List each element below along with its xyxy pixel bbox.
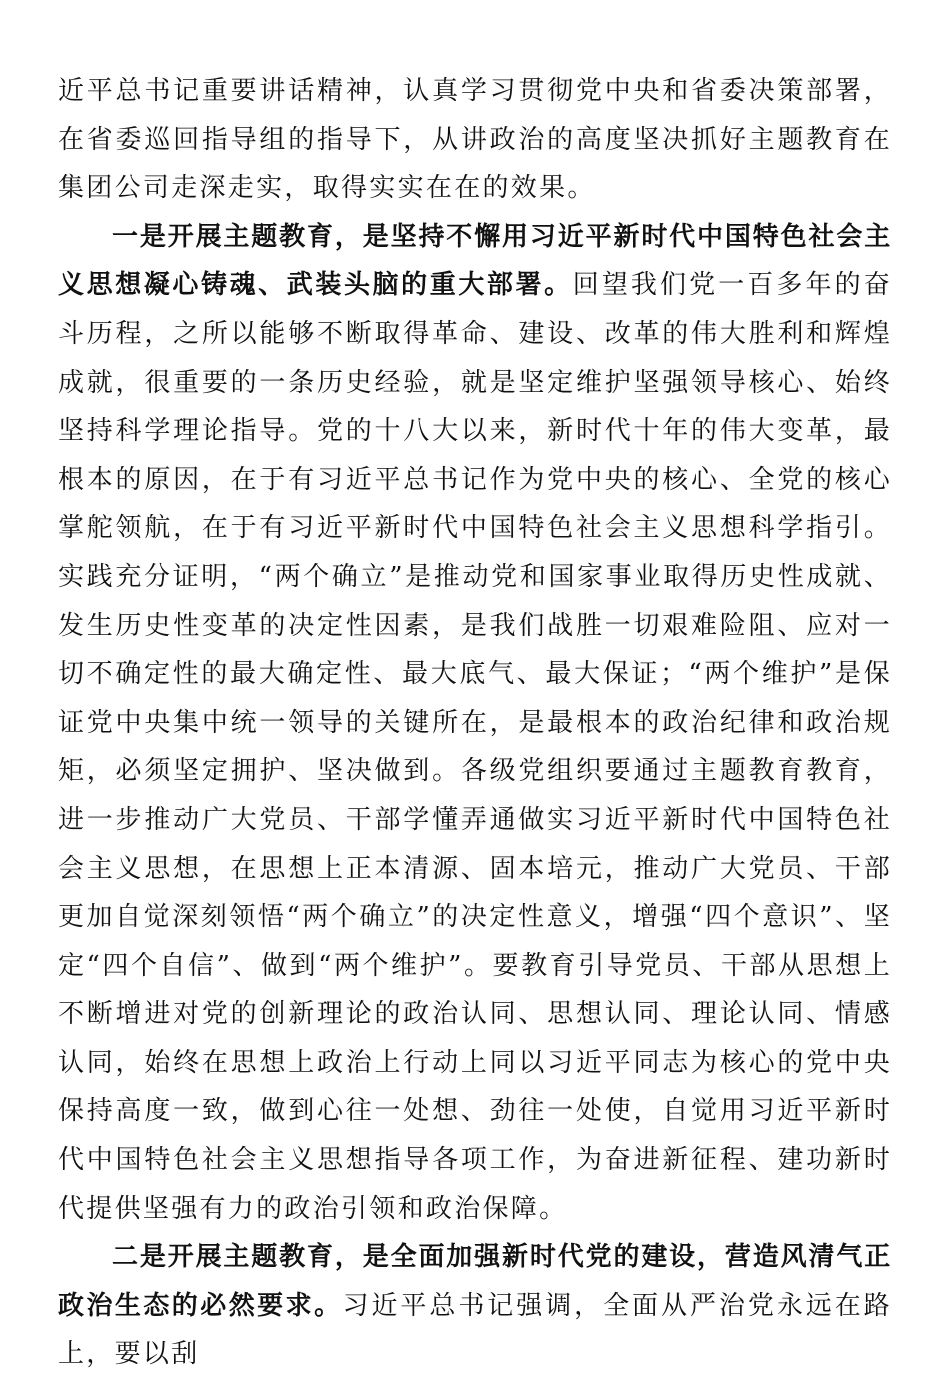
paragraph-text: 回望我们党一百多年的奋斗历程，之所以能够不断取得革命、建设、改革的伟大胜利和辉煌成就，很重要的一条历史经验，就是坚定维护坚强领导核心、始终坚持科学理论指导。党的十八大以来，新时代十年的伟大变革，最根本的原因，在于有习近平总书记作为党中央的核心、全党的核心掌舵领航，在于有习近平新时代中国特色社会主义思想科学指引。实践充分证明，“两个确立”是推动党和国家事业取得历史性成就、发生历史性变革的决定性因素，是我们战胜一切艰难险阻、应对一切不确定性的最大确定性、最大底气、最大保证；“两个维护”是保证党中央集中统一领导的关键所在，是最根本的政治纪律和政治规矩，必须坚定拥护、坚决做到。各级党组织要通过主题教育教育，进一步推动广大党员、干部学懂弄通做实习近平新时代中国特色社会主义思想，在思想上正本清源、固本培元，推动广大党员、干部更加自觉深刻领悟“两个确立”的决定性意义，增强“四个意识”、坚定“四个自信”、做到“两个维护”。要教育引导党员、干部从思想上不断增进对党的创新理论的政治认同、思想认同、理论认同、情感认同，始终在思想上政治上行动上同以习近平同志为核心的党中央保持高度一致，做到心往一处想、劲往一处使，自觉用习近平新时代中国特色社会主义思想指导各项工作，为奋进新征程、建功新时代提供坚强有力的政治引领和政治保障。: [58, 270, 892, 1224]
document-body: [58, 67, 892, 1379]
paragraph-text: 近平总书记重要讲话精神，认真学习贯彻党中央和省委决策部署，在省委巡回指导组的指导下，从讲政治的高度坚决抓好主题教育在集团公司走深走实，取得实实在在的效果。: [58, 76, 892, 204]
paragraph-point-two: [58, 1233, 892, 1379]
paragraph-lead-heading: 二是开展主题教育，是全面加强新时代党的建设，营造风清气正政治生态的必然要求。: [58, 1242, 892, 1321]
paragraph-point-one: [58, 213, 892, 1233]
paragraph-lead-heading: 一是开展主题教育，是坚持不懈用习近平新时代中国特色社会主义思想凝心铸魂、武装头脑的重大部署。: [58, 221, 892, 301]
paragraph-text: 习近平总书记强调，全面从严治党永远在路上，要以刮: [58, 1290, 892, 1370]
paragraph-continuation: [58, 67, 892, 213]
